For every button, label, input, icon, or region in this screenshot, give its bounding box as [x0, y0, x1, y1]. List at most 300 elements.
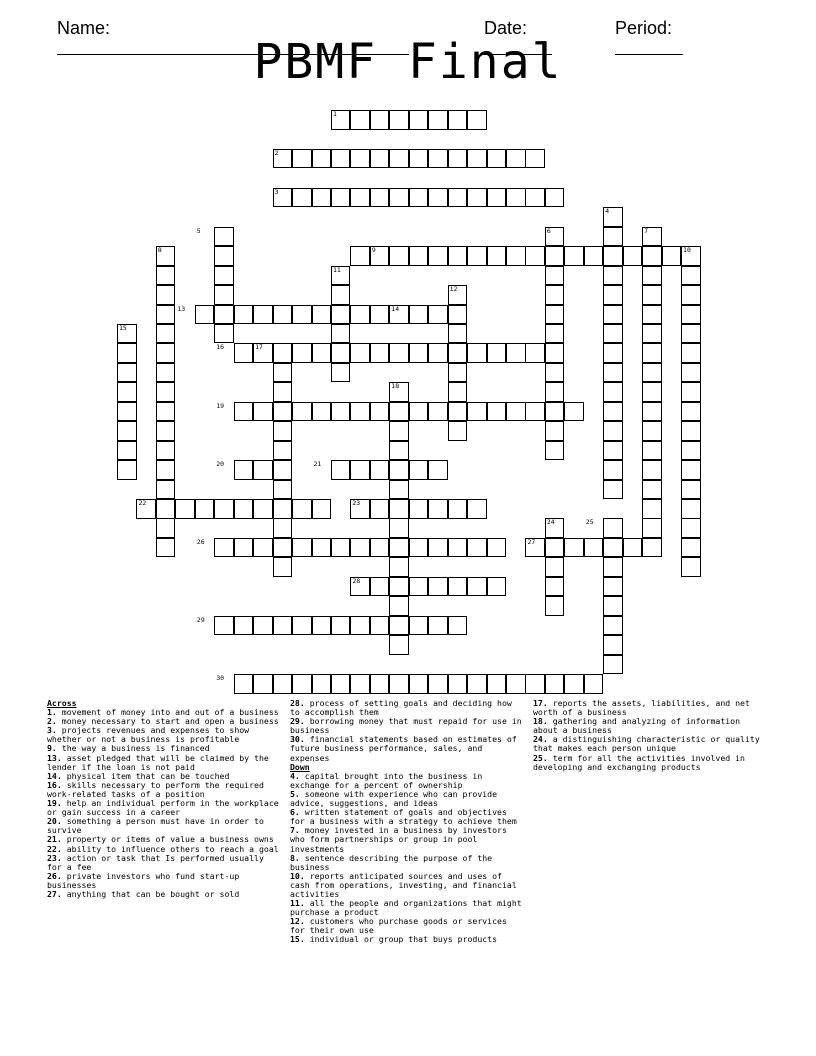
- grid-cell[interactable]: [428, 343, 448, 363]
- grid-cell[interactable]: [428, 110, 448, 130]
- grid-cell[interactable]: [487, 577, 507, 597]
- grid-cell[interactable]: [389, 441, 409, 461]
- grid-cell[interactable]: [467, 538, 487, 558]
- clue-number-label: 2: [274, 148, 279, 157]
- grid-cell[interactable]: [448, 246, 468, 266]
- grid-cell[interactable]: [467, 499, 487, 519]
- grid-cell[interactable]: [312, 616, 332, 636]
- grid-cell[interactable]: [681, 343, 701, 363]
- grid-cell[interactable]: [331, 402, 351, 422]
- grid-cell[interactable]: [681, 266, 701, 286]
- grid-cell[interactable]: [545, 402, 565, 422]
- grid-cell[interactable]: [545, 343, 565, 363]
- grid-cell[interactable]: [156, 402, 176, 422]
- grid-cell[interactable]: [603, 402, 623, 422]
- grid-cell[interactable]: [642, 460, 662, 480]
- grid-cell[interactable]: [409, 577, 429, 597]
- grid-cell[interactable]: [506, 343, 526, 363]
- grid-cell[interactable]: [428, 538, 448, 558]
- grid-cell[interactable]: [564, 246, 584, 266]
- grid-cell[interactable]: [117, 382, 137, 402]
- grid-cell[interactable]: [681, 363, 701, 383]
- grid-cell[interactable]: [370, 616, 390, 636]
- grid-cell[interactable]: [214, 246, 234, 266]
- clue-number: 21.: [47, 834, 62, 845]
- grid-cell[interactable]: [487, 343, 507, 363]
- grid-cell[interactable]: [292, 343, 312, 363]
- grid-cell[interactable]: [214, 305, 234, 325]
- grid-cell[interactable]: [273, 460, 293, 480]
- grid-cell[interactable]: [525, 246, 545, 266]
- grid-cell[interactable]: [545, 421, 565, 441]
- grid-cell[interactable]: [350, 110, 370, 130]
- grid-cell[interactable]: [350, 674, 370, 694]
- grid-cell[interactable]: [448, 188, 468, 208]
- grid-cell[interactable]: [564, 538, 584, 558]
- grid-cell[interactable]: [292, 674, 312, 694]
- grid-cell[interactable]: [448, 343, 468, 363]
- grid-cell[interactable]: [545, 441, 565, 461]
- grid-cell[interactable]: [156, 324, 176, 344]
- grid-cell[interactable]: [389, 635, 409, 655]
- grid-cell[interactable]: [370, 149, 390, 169]
- grid-cell[interactable]: [389, 538, 409, 558]
- grid-cell[interactable]: [331, 305, 351, 325]
- grid-cell[interactable]: [214, 227, 234, 247]
- grid-cell[interactable]: [681, 441, 701, 461]
- grid-cell[interactable]: [409, 538, 429, 558]
- grid-cell[interactable]: [448, 538, 468, 558]
- grid-cell[interactable]: [428, 674, 448, 694]
- grid-cell[interactable]: [234, 402, 254, 422]
- grid-cell[interactable]: [525, 149, 545, 169]
- grid-cell[interactable]: [603, 324, 623, 344]
- clue-number: 3.: [47, 725, 57, 736]
- grid-cell[interactable]: [156, 460, 176, 480]
- grid-cell[interactable]: [642, 363, 662, 383]
- grid-cell[interactable]: [487, 246, 507, 266]
- grid-cell[interactable]: [389, 596, 409, 616]
- grid-cell[interactable]: [428, 499, 448, 519]
- grid-cell[interactable]: [428, 188, 448, 208]
- grid-cell[interactable]: [156, 343, 176, 363]
- grid-cell[interactable]: [467, 402, 487, 422]
- grid-cell[interactable]: [409, 402, 429, 422]
- grid-cell[interactable]: [234, 538, 254, 558]
- name-label: Name:: [57, 18, 111, 38]
- grid-cell[interactable]: [273, 382, 293, 402]
- grid-cell[interactable]: [681, 518, 701, 538]
- grid-cell[interactable]: [234, 460, 254, 480]
- grid-cell[interactable]: [389, 480, 409, 500]
- grid-cell[interactable]: [603, 305, 623, 325]
- grid-cell[interactable]: [292, 149, 312, 169]
- grid-cell[interactable]: [681, 421, 701, 441]
- clue-number: 6.: [290, 807, 300, 818]
- clue-number: 30.: [290, 734, 305, 745]
- grid-cell[interactable]: [156, 499, 176, 519]
- grid-cell[interactable]: [117, 421, 137, 441]
- grid-cell[interactable]: [389, 188, 409, 208]
- grid-cell[interactable]: [331, 674, 351, 694]
- grid-cell[interactable]: [253, 305, 273, 325]
- grid-cell[interactable]: [312, 149, 332, 169]
- grid-cell[interactable]: [545, 324, 565, 344]
- grid-cell[interactable]: [312, 305, 332, 325]
- grid-cell[interactable]: [331, 460, 351, 480]
- grid-cell[interactable]: [253, 674, 273, 694]
- grid-cell[interactable]: [603, 363, 623, 383]
- grid-cell[interactable]: [603, 285, 623, 305]
- grid-cell[interactable]: [195, 499, 215, 519]
- grid-cell[interactable]: [506, 149, 526, 169]
- grid-cell[interactable]: [195, 305, 215, 325]
- grid-cell[interactable]: [642, 538, 662, 558]
- grid-cell[interactable]: [642, 518, 662, 538]
- grid-cell[interactable]: [409, 343, 429, 363]
- grid-cell[interactable]: [389, 460, 409, 480]
- grid-cell[interactable]: [428, 149, 448, 169]
- grid-cell[interactable]: [409, 246, 429, 266]
- grid-cell[interactable]: [603, 596, 623, 616]
- grid-cell[interactable]: [623, 246, 643, 266]
- grid-cell[interactable]: [370, 460, 390, 480]
- grid-cell[interactable]: [681, 460, 701, 480]
- grid-cell[interactable]: [603, 480, 623, 500]
- grid-cell[interactable]: [273, 557, 293, 577]
- grid-cell[interactable]: [428, 616, 448, 636]
- grid-cell[interactable]: [681, 324, 701, 344]
- grid-cell[interactable]: [117, 460, 137, 480]
- grid-cell[interactable]: [214, 285, 234, 305]
- grid-cell[interactable]: [545, 674, 565, 694]
- grid-cell[interactable]: [370, 674, 390, 694]
- grid-cell[interactable]: [156, 518, 176, 538]
- grid-cell[interactable]: [428, 305, 448, 325]
- grid-cell[interactable]: [448, 499, 468, 519]
- grid-cell[interactable]: [642, 382, 662, 402]
- grid-cell[interactable]: [389, 246, 409, 266]
- grid-cell[interactable]: [603, 655, 623, 675]
- grid-cell[interactable]: [584, 246, 604, 266]
- grid-cell[interactable]: [350, 402, 370, 422]
- grid-cell[interactable]: [370, 499, 390, 519]
- grid-cell[interactable]: [545, 266, 565, 286]
- grid-cell[interactable]: [642, 441, 662, 461]
- grid-cell[interactable]: [448, 577, 468, 597]
- grid-cell[interactable]: [214, 616, 234, 636]
- grid-cell[interactable]: [545, 188, 565, 208]
- grid-cell[interactable]: [428, 246, 448, 266]
- grid-cell[interactable]: [467, 577, 487, 597]
- grid-cell[interactable]: [448, 382, 468, 402]
- grid-cell[interactable]: [370, 343, 390, 363]
- grid-cell[interactable]: [117, 343, 137, 363]
- grid-cell[interactable]: [370, 577, 390, 597]
- grid-cell[interactable]: [350, 149, 370, 169]
- grid-cell[interactable]: [467, 149, 487, 169]
- grid-cell[interactable]: [448, 674, 468, 694]
- grid-cell[interactable]: [448, 305, 468, 325]
- grid-cell[interactable]: [117, 363, 137, 383]
- grid-cell[interactable]: [603, 518, 623, 538]
- grid-cell[interactable]: [273, 421, 293, 441]
- grid-cell[interactable]: [389, 674, 409, 694]
- grid-cell[interactable]: [448, 616, 468, 636]
- grid-cell[interactable]: [389, 616, 409, 636]
- grid-cell[interactable]: [603, 577, 623, 597]
- grid-cell[interactable]: [409, 674, 429, 694]
- grid-cell[interactable]: [156, 538, 176, 558]
- grid-cell[interactable]: [467, 343, 487, 363]
- grid-cell[interactable]: [292, 499, 312, 519]
- grid-cell[interactable]: [214, 499, 234, 519]
- grid-cell[interactable]: [312, 402, 332, 422]
- grid-cell[interactable]: [603, 421, 623, 441]
- grid-cell[interactable]: [331, 538, 351, 558]
- grid-cell[interactable]: [253, 402, 273, 422]
- grid-cell[interactable]: [253, 460, 273, 480]
- grid-cell[interactable]: [156, 480, 176, 500]
- grid-cell[interactable]: [603, 557, 623, 577]
- grid-cell[interactable]: [681, 285, 701, 305]
- grid-cell[interactable]: [545, 538, 565, 558]
- grid-cell[interactable]: [545, 246, 565, 266]
- grid-cell[interactable]: [603, 246, 623, 266]
- grid-cell[interactable]: [448, 421, 468, 441]
- grid-cell[interactable]: [487, 188, 507, 208]
- grid-cell[interactable]: [564, 674, 584, 694]
- grid-cell[interactable]: [525, 188, 545, 208]
- grid-cell[interactable]: [156, 382, 176, 402]
- grid-cell[interactable]: [564, 402, 584, 422]
- grid-cell[interactable]: [428, 460, 448, 480]
- grid-cell[interactable]: [273, 518, 293, 538]
- grid-cell[interactable]: [370, 110, 390, 130]
- grid-cell[interactable]: [603, 441, 623, 461]
- grid-cell[interactable]: [331, 616, 351, 636]
- grid-cell[interactable]: [156, 441, 176, 461]
- grid-cell[interactable]: [175, 499, 195, 519]
- grid-cell[interactable]: [409, 188, 429, 208]
- grid-cell[interactable]: [487, 538, 507, 558]
- grid-cell[interactable]: [350, 246, 370, 266]
- grid-cell[interactable]: [156, 305, 176, 325]
- grid-cell[interactable]: [253, 538, 273, 558]
- grid-cell[interactable]: [487, 674, 507, 694]
- grid-cell[interactable]: [389, 402, 409, 422]
- grid-cell[interactable]: [214, 324, 234, 344]
- grid-cell[interactable]: [156, 363, 176, 383]
- grid-cell[interactable]: [273, 343, 293, 363]
- grid-cell[interactable]: [525, 343, 545, 363]
- grid-cell[interactable]: [545, 305, 565, 325]
- down-heading: Down: [290, 761, 310, 772]
- grid-cell[interactable]: [642, 285, 662, 305]
- across-clue: [47, 854, 283, 872]
- grid-cell[interactable]: [214, 266, 234, 286]
- grid-cell[interactable]: [623, 538, 643, 558]
- grid-cell[interactable]: [525, 402, 545, 422]
- grid-cell[interactable]: [389, 577, 409, 597]
- grid-cell[interactable]: [273, 499, 293, 519]
- grid-cell[interactable]: [642, 480, 662, 500]
- grid-cell[interactable]: [545, 596, 565, 616]
- grid-cell[interactable]: [448, 110, 468, 130]
- grid-cell[interactable]: [292, 616, 312, 636]
- grid-cell[interactable]: [273, 305, 293, 325]
- grid-cell[interactable]: [389, 110, 409, 130]
- grid-cell[interactable]: [389, 343, 409, 363]
- grid-cell[interactable]: [681, 382, 701, 402]
- grid-cell[interactable]: [370, 402, 390, 422]
- grid-cell[interactable]: [642, 324, 662, 344]
- grid-cell[interactable]: [545, 577, 565, 597]
- grid-cell[interactable]: [409, 460, 429, 480]
- grid-cell[interactable]: [506, 246, 526, 266]
- grid-cell[interactable]: [545, 557, 565, 577]
- grid-cell[interactable]: [312, 188, 332, 208]
- grid-cell[interactable]: [681, 305, 701, 325]
- grid-cell[interactable]: [273, 480, 293, 500]
- grid-cell[interactable]: [467, 188, 487, 208]
- grid-cell[interactable]: [487, 402, 507, 422]
- grid-cell[interactable]: [467, 110, 487, 130]
- grid-cell[interactable]: [603, 343, 623, 363]
- grid-cell[interactable]: [312, 674, 332, 694]
- grid-cell[interactable]: [273, 363, 293, 383]
- grid-cell[interactable]: [409, 616, 429, 636]
- grid-cell[interactable]: [642, 402, 662, 422]
- grid-cell[interactable]: [253, 499, 273, 519]
- grid-cell[interactable]: [603, 382, 623, 402]
- grid-cell[interactable]: [642, 343, 662, 363]
- grid-cell[interactable]: [409, 499, 429, 519]
- grid-cell[interactable]: [234, 343, 254, 363]
- grid-cell[interactable]: [234, 616, 254, 636]
- grid-cell[interactable]: [448, 363, 468, 383]
- grid-cell[interactable]: [448, 149, 468, 169]
- grid-cell[interactable]: [448, 402, 468, 422]
- grid-cell[interactable]: [312, 343, 332, 363]
- grid-cell[interactable]: [487, 149, 507, 169]
- grid-cell[interactable]: [331, 285, 351, 305]
- grid-cell[interactable]: [506, 188, 526, 208]
- grid-cell[interactable]: [642, 421, 662, 441]
- grid-cell[interactable]: [409, 110, 429, 130]
- grid-cell[interactable]: [409, 305, 429, 325]
- grid-cell[interactable]: [292, 305, 312, 325]
- grid-cell[interactable]: [370, 305, 390, 325]
- clue-text: reports the assets, liabilities, and net worth of a business: [533, 698, 750, 718]
- grid-cell[interactable]: [389, 557, 409, 577]
- grid-cell[interactable]: [467, 674, 487, 694]
- grid-cell[interactable]: [156, 266, 176, 286]
- grid-cell[interactable]: [506, 402, 526, 422]
- grid-cell[interactable]: [681, 402, 701, 422]
- grid-cell[interactable]: [117, 441, 137, 461]
- grid-cell[interactable]: [292, 402, 312, 422]
- grid-cell[interactable]: [331, 149, 351, 169]
- grid-cell[interactable]: [273, 616, 293, 636]
- grid-cell[interactable]: [584, 674, 604, 694]
- grid-cell[interactable]: [253, 616, 273, 636]
- grid-cell[interactable]: [292, 188, 312, 208]
- grid-cell[interactable]: [331, 363, 351, 383]
- grid-cell[interactable]: [506, 674, 526, 694]
- grid-cell[interactable]: [681, 557, 701, 577]
- grid-cell[interactable]: [117, 402, 137, 422]
- grid-cell[interactable]: [525, 674, 545, 694]
- grid-cell[interactable]: [273, 538, 293, 558]
- grid-cell[interactable]: [350, 188, 370, 208]
- grid-cell[interactable]: [681, 538, 701, 558]
- grid-cell[interactable]: [350, 343, 370, 363]
- grid-cell[interactable]: [448, 324, 468, 344]
- grid-cell[interactable]: [545, 363, 565, 383]
- clue-number-label: 6: [546, 226, 551, 235]
- grid-cell[interactable]: [642, 305, 662, 325]
- grid-cell[interactable]: [389, 518, 409, 538]
- grid-cell[interactable]: [584, 538, 604, 558]
- grid-cell[interactable]: [350, 460, 370, 480]
- grid-cell[interactable]: [312, 538, 332, 558]
- grid-cell[interactable]: [312, 499, 332, 519]
- grid-cell[interactable]: [603, 616, 623, 636]
- grid-cell[interactable]: [428, 577, 448, 597]
- grid-cell[interactable]: [603, 266, 623, 286]
- grid-cell[interactable]: [409, 149, 429, 169]
- grid-cell[interactable]: [214, 538, 234, 558]
- grid-cell[interactable]: [234, 305, 254, 325]
- grid-cell[interactable]: [331, 343, 351, 363]
- grid-cell[interactable]: [292, 538, 312, 558]
- grid-cell[interactable]: [681, 480, 701, 500]
- clue-number-label: 12: [449, 285, 458, 294]
- grid-cell[interactable]: [273, 674, 293, 694]
- grid-cell[interactable]: [156, 285, 176, 305]
- grid-cell[interactable]: [603, 635, 623, 655]
- grid-cell[interactable]: [331, 188, 351, 208]
- grid-cell[interactable]: [662, 246, 682, 266]
- grid-cell[interactable]: [156, 421, 176, 441]
- grid-cell[interactable]: [350, 616, 370, 636]
- grid-cell[interactable]: [603, 538, 623, 558]
- grid-cell[interactable]: [603, 460, 623, 480]
- grid-cell[interactable]: [681, 499, 701, 519]
- grid-cell[interactable]: [331, 324, 351, 344]
- grid-cell[interactable]: [370, 538, 390, 558]
- grid-cell[interactable]: [545, 382, 565, 402]
- grid-cell[interactable]: [642, 246, 662, 266]
- grid-cell[interactable]: [370, 188, 390, 208]
- grid-cell[interactable]: [389, 149, 409, 169]
- grid-cell[interactable]: [389, 421, 409, 441]
- grid-cell[interactable]: [273, 402, 293, 422]
- grid-cell[interactable]: [350, 305, 370, 325]
- grid-cell[interactable]: [350, 538, 370, 558]
- grid-cell[interactable]: [273, 441, 293, 461]
- grid-cell[interactable]: [234, 499, 254, 519]
- grid-cell[interactable]: [642, 499, 662, 519]
- grid-cell[interactable]: [389, 499, 409, 519]
- grid-cell[interactable]: [234, 674, 254, 694]
- grid-cell[interactable]: [428, 402, 448, 422]
- grid-cell[interactable]: [642, 266, 662, 286]
- grid-cell[interactable]: [467, 246, 487, 266]
- grid-cell[interactable]: [603, 227, 623, 247]
- grid-cell[interactable]: [545, 285, 565, 305]
